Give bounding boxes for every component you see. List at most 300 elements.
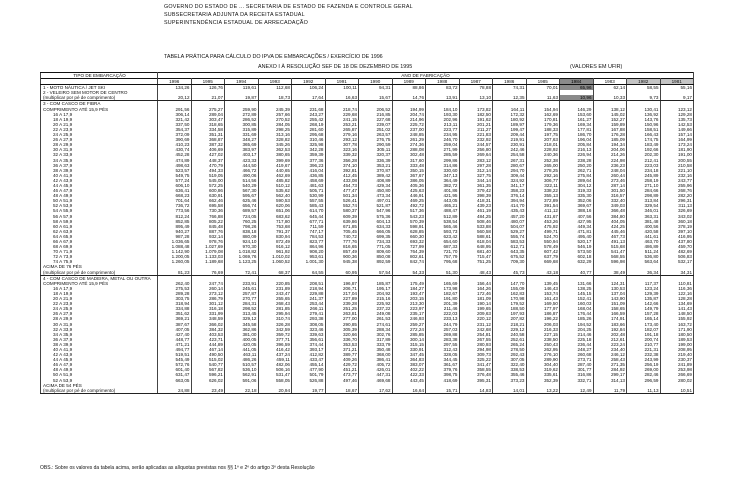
value-cell: 149,66	[660, 127, 694, 132]
value-cell: 285,59	[426, 152, 460, 157]
value-cell: 1.010,02	[258, 254, 292, 259]
value-cell: 246,70	[426, 137, 460, 142]
value-cell: 272,89	[225, 112, 259, 117]
value-cell: 857,49	[325, 249, 359, 254]
value-cell: 197,75	[526, 132, 560, 137]
value-cell: 183,66	[593, 322, 627, 327]
value-cell: 182,07	[627, 327, 661, 332]
value-cell: 536,80	[627, 254, 661, 259]
value-cell: 1.260,05	[158, 259, 192, 264]
value-cell: 194,34	[593, 142, 627, 147]
value-cell: 255,96	[660, 183, 694, 188]
value-cell: 231,12	[459, 322, 493, 327]
value-cell: 429,34	[359, 183, 393, 188]
value-cell: 217,04	[325, 291, 359, 296]
value-cell: 515,68	[593, 244, 627, 249]
value-cell: 668,23	[158, 193, 192, 198]
value-cell: 437,24	[258, 352, 292, 357]
value-cell: 609,39	[325, 214, 359, 219]
document-subtitle: TABELA PRÁTICA PARA CÁLCULO DO IPVA DE EMBARCAÇÕES / EXERCÍCIO DE 1996	[164, 54, 383, 60]
value-cell: 256,80	[459, 147, 493, 152]
value-cell: 344,14	[459, 178, 493, 183]
value-cell: 547,96	[359, 208, 393, 213]
value-cell: 473,77	[325, 372, 359, 377]
value-cell: 777,76	[325, 239, 359, 244]
value-cell: 243,27	[292, 112, 326, 117]
value-cell: 526,41	[325, 198, 359, 203]
value-cell: 284,66	[627, 188, 661, 193]
value-cell: 405,36	[392, 183, 426, 188]
value-cell: 167,88	[593, 127, 627, 132]
value-cell: 315,15	[392, 342, 426, 347]
value-cell: 74,31	[493, 85, 527, 91]
value-cell: 575,36	[359, 214, 393, 219]
value-cell: 924,10	[225, 239, 259, 244]
value-cell: 481,63	[292, 183, 326, 188]
value-cell: 583,53	[493, 239, 527, 244]
value-cell: 850,08	[359, 254, 393, 259]
value-cell: 207,82	[493, 316, 527, 321]
year-header: 1994	[225, 79, 259, 85]
value-cell: 381,00	[225, 332, 259, 337]
value-cell: 269,88	[426, 332, 460, 337]
value-cell: 233,13	[426, 316, 460, 321]
value-cell: 309,73	[459, 352, 493, 357]
value-cell: 169,50	[526, 301, 560, 306]
value-cell: 540,29	[225, 183, 259, 188]
value-cell: 970,30	[225, 244, 259, 249]
value-cell: 152,41	[560, 296, 594, 301]
value-cell: 543,23	[392, 214, 426, 219]
value-cell: 519,51	[158, 352, 192, 357]
value-cell: 298,89	[627, 193, 661, 198]
value-cell: 258,43	[593, 357, 627, 362]
value-cell: 225,92	[359, 301, 393, 306]
value-cell: 307,05	[493, 357, 527, 362]
value-cell: 740,72	[325, 234, 359, 239]
value-cell: 19,77	[292, 388, 326, 394]
value-cell: 294,98	[459, 347, 493, 352]
value-cell: 306,77	[526, 178, 560, 183]
value-cell: 152,27	[593, 117, 627, 122]
row-label: ACIMA DE 76 PÉS	[41, 264, 158, 269]
value-cell: 116,36	[660, 286, 694, 291]
value-cell: 474,89	[158, 158, 192, 163]
value-cell: 410,23	[158, 142, 192, 147]
value-cell: 433,08	[325, 178, 359, 183]
value-cell: 486,26	[225, 357, 259, 362]
value-cell: 332,71	[560, 378, 594, 383]
value-cell: 261,29	[392, 137, 426, 142]
value-cell: 403,17	[225, 152, 259, 157]
value-cell: 212,61	[593, 337, 627, 342]
value-cell: 766,88	[191, 214, 225, 219]
value-cell: 552,74	[325, 203, 359, 208]
value-cell: 549,75	[158, 173, 192, 178]
value-cell: 247,74	[191, 281, 225, 286]
value-cell: 180,50	[660, 332, 694, 337]
value-cell: 195,17	[359, 286, 393, 291]
value-cell: 138,25	[560, 286, 594, 291]
value-cell: 1.123,25	[225, 259, 259, 264]
value-cell: 220,85	[258, 281, 292, 286]
value-cell: 204,06	[593, 147, 627, 152]
value-cell: 284,05	[258, 122, 292, 127]
value-cell: 371,21	[325, 347, 359, 352]
value-cell: 45,73	[493, 270, 527, 276]
value-cell: 310,74	[258, 316, 292, 321]
value-cell: 612,71	[493, 244, 527, 249]
value-cell: 302,76	[359, 332, 393, 337]
value-cell: 282,20	[660, 193, 694, 198]
value-cell: 362,86	[225, 327, 259, 332]
value-cell: 213,30	[392, 301, 426, 306]
value-cell: 254,58	[493, 152, 527, 157]
value-cell: 262,95	[526, 347, 560, 352]
value-cell: 299,86	[426, 158, 460, 163]
value-cell: 194,52	[560, 322, 594, 327]
value-cell: 497,46	[325, 378, 359, 383]
row-label: COMPRIMENTO ATÉ 15,9 PÉS	[41, 281, 158, 286]
value-cell: 711,59	[292, 224, 326, 229]
value-cell: 418,31	[459, 198, 493, 203]
value-cell: 244,57	[459, 142, 493, 147]
value-cell: 405,72	[359, 362, 393, 367]
header-line-1: GOVERNO DO ESTADO DE ... SECRETARIA DE ESTADO DE FAZENDA E CONTROLE GERAL	[164, 4, 413, 10]
value-cell: 16,64	[392, 388, 426, 394]
value-cell: 1.079,08	[191, 249, 225, 254]
value-cell: 506,16	[258, 367, 292, 372]
value-cell: 131,66	[560, 281, 594, 286]
value-cell: 467,14	[191, 347, 225, 352]
value-cell: 301,50	[593, 188, 627, 193]
value-cell: 536,10	[225, 367, 259, 372]
value-cell: 416,04	[292, 168, 326, 173]
value-cell: 279,41	[292, 311, 326, 316]
value-cell: 301,77	[560, 367, 594, 372]
row-label: ACIMA DE 54 PÉS	[41, 383, 158, 388]
value-cell: 358,23	[493, 188, 527, 193]
value-cell: 386,41	[359, 357, 393, 362]
value-cell: 654,60	[426, 239, 460, 244]
value-cell: 409,26	[325, 357, 359, 362]
value-cell: 773,56	[158, 208, 192, 213]
value-cell: 265,00	[526, 163, 560, 168]
value-cell: 908,20	[292, 249, 326, 254]
value-cell: 212,41	[627, 158, 661, 163]
value-cell: 320,37	[359, 152, 393, 157]
value-cell: 595,67	[225, 193, 259, 198]
value-cell: 275,53	[158, 286, 192, 291]
value-cell: 338,22	[526, 188, 560, 193]
value-cell: 517,36	[392, 208, 426, 213]
value-cell: 651,06	[258, 208, 292, 213]
value-cell: 245,39	[258, 107, 292, 112]
value-cell: 631,47	[158, 372, 192, 377]
value-cell: 339,32	[325, 152, 359, 157]
value-cell: 309,44	[493, 173, 527, 178]
value-cell: 366,02	[191, 322, 225, 327]
row-label: 22 A 23,9	[41, 127, 158, 132]
value-cell: 269,00	[627, 367, 661, 372]
value-cell: 253,44	[292, 301, 326, 306]
value-cell: 747,17	[292, 229, 326, 234]
value-cell: 189,53	[660, 337, 694, 342]
value-cell: 560,58	[459, 229, 493, 234]
value-cell: 260,68	[560, 352, 594, 357]
value-cell: 353,53	[325, 342, 359, 347]
value-cell: 281,85	[258, 306, 292, 311]
value-cell: 241,15	[325, 117, 359, 122]
value-cell: 146,43	[526, 286, 560, 291]
value-cell: 159,89	[593, 122, 627, 127]
value-cell: 407,05	[158, 327, 192, 332]
value-cell: 206,52	[359, 107, 393, 112]
value-cell: 381,48	[627, 219, 661, 224]
value-cell: 267,31	[493, 158, 527, 163]
value-cell: 179,36	[526, 122, 560, 127]
value-cell: 398,39	[459, 193, 493, 198]
value-cell: 451,21	[325, 367, 359, 372]
value-cell: 193,47	[392, 291, 426, 296]
value-cell: 332,40	[593, 198, 627, 203]
value-cell: 531,47	[258, 372, 292, 377]
value-cell: 305,11	[359, 147, 393, 152]
value-cell: 447,31	[359, 372, 393, 377]
value-cell: 222,03	[426, 311, 460, 316]
value-cell: 94,31	[359, 85, 393, 91]
row-label: 22 A 23,9	[41, 301, 158, 306]
value-cell: 461,19	[459, 208, 493, 213]
header-line-3: SUPERINTENDÊNCIA ESTADUAL DE ARRECADAÇÃO	[164, 20, 308, 26]
value-cell: 330,60	[426, 168, 460, 173]
value-cell: 295,94	[258, 311, 292, 316]
value-cell: 251,25	[325, 306, 359, 311]
year-header: 1984	[560, 79, 594, 85]
value-cell: 151,09	[593, 301, 627, 306]
value-cell: 14,76	[392, 95, 426, 101]
value-cell: 330,91	[392, 347, 426, 352]
value-cell: 81,23	[158, 270, 192, 276]
value-cell: 361,35	[459, 183, 493, 188]
value-cell: 311,13	[660, 203, 694, 208]
value-cell: 596,98	[593, 259, 627, 264]
value-cell: 229,88	[292, 291, 326, 296]
value-cell: 274,61	[359, 322, 393, 327]
value-cell: 396,23	[292, 163, 326, 168]
value-cell: 377,71	[258, 337, 292, 342]
value-cell: 200,55	[660, 158, 694, 163]
value-cell: 425,63	[392, 188, 426, 193]
row-label: 28 A 29,9	[41, 316, 158, 321]
value-cell: 389,42	[359, 173, 393, 178]
value-cell: 795,68	[426, 259, 460, 264]
value-cell: 142,66	[627, 301, 661, 306]
value-cell: 262,40	[158, 281, 192, 286]
value-cell: 757,79	[426, 254, 460, 259]
value-cell: 11,13	[627, 388, 661, 394]
value-cell: 420,05	[225, 342, 259, 347]
value-cell: 540,77	[191, 362, 225, 367]
value-cell: 1.060,52	[258, 259, 292, 264]
value-cell: 14,01	[493, 388, 527, 394]
value-cell: 335,30	[560, 193, 594, 198]
value-cell: 157,14	[660, 132, 694, 137]
value-cell: 244,79	[426, 322, 460, 327]
value-cell: 13,22	[526, 388, 560, 394]
value-cell: 1.133,03	[191, 254, 225, 259]
value-cell: 535,62	[258, 188, 292, 193]
value-cell: 628,85	[392, 229, 426, 234]
value-cell: 182,50	[459, 112, 493, 117]
value-cell: 259,27	[392, 322, 426, 327]
value-cell: 210,58	[660, 163, 694, 168]
value-cell: 987,28	[158, 234, 192, 239]
row-label: 44 A 45,9	[41, 357, 158, 362]
value-cell: 416,95	[660, 234, 694, 239]
value-cell: 823,77	[292, 239, 326, 244]
value-cell: 625,46	[225, 198, 259, 203]
value-cell: 310,46	[292, 137, 326, 142]
value-cell: 273,46	[593, 178, 627, 183]
value-cell: 505,71	[292, 188, 326, 193]
year-header: 1989	[392, 79, 426, 85]
ipva-table	[40, 72, 694, 394]
value-cell: 208,95	[660, 347, 694, 352]
value-cell: 138,12	[593, 107, 627, 112]
value-cell: 283,38	[426, 337, 460, 342]
value-cell: 186,87	[526, 311, 560, 316]
value-cell: 266,69	[660, 372, 694, 377]
row-label: 36 A 37,9	[41, 163, 158, 168]
value-cell: 341,17	[493, 183, 527, 188]
row-label: 20 A 21,9	[41, 296, 158, 301]
value-cell: 423,71	[191, 337, 225, 342]
value-cell: 163,72	[660, 322, 694, 327]
value-cell: 390,69	[158, 137, 192, 142]
row-label: 44 A 45,9	[41, 183, 158, 188]
row-label: 30 A 31,9	[41, 147, 158, 152]
year-header: 1986	[493, 79, 527, 85]
value-cell: 666,05	[359, 229, 393, 234]
value-cell: 241,89	[660, 362, 694, 367]
row-label: 72 A 73,9	[41, 254, 158, 259]
value-cell: 495,40	[560, 234, 594, 239]
value-cell: 446,91	[392, 193, 426, 198]
value-cell: 333,48	[392, 163, 426, 168]
value-cell: 721,70	[426, 249, 460, 254]
value-cell: 180,92	[493, 117, 527, 122]
row-label: 34 A 35,9	[41, 332, 158, 337]
value-cell: 147,70	[493, 281, 527, 286]
value-cell: 380,65	[258, 152, 292, 157]
value-cell: 255,42	[292, 117, 326, 122]
value-cell: 242,46	[493, 147, 527, 152]
value-cell: 129,39	[627, 291, 661, 296]
value-cell: 1.027,69	[191, 244, 225, 249]
year-header: 1991	[325, 79, 359, 85]
value-cell: 784,53	[292, 234, 326, 239]
value-cell: 379,42	[459, 188, 493, 193]
value-cell: 590,53	[258, 198, 292, 203]
value-cell: 60,95	[325, 270, 359, 276]
row-label: 68 A 69,9	[41, 244, 158, 249]
value-cell: 1.142,90	[158, 249, 192, 254]
value-cell: 760,25	[225, 219, 259, 224]
value-cell: 17,64	[292, 95, 326, 101]
value-cell: 248,27	[560, 347, 594, 352]
value-cell: 155,09	[493, 286, 527, 291]
value-cell: 463,11	[225, 352, 259, 357]
row-label: 40 A 41,9	[41, 347, 158, 352]
value-cell: 326,69	[660, 208, 694, 213]
value-cell: 384,32	[191, 327, 225, 332]
value-cell: 199,47	[493, 127, 527, 132]
value-cell: 359,72	[258, 332, 292, 337]
value-cell: 677,71	[292, 219, 326, 224]
value-cell: 112,68	[258, 85, 292, 91]
row-label: 42 A 43,9	[41, 352, 158, 357]
value-cell: 514,56	[225, 178, 259, 183]
value-cell: 279,16	[325, 132, 359, 137]
value-cell: 20,94	[258, 388, 292, 394]
value-cell: 48,43	[459, 270, 493, 276]
value-cell: 158,51	[627, 127, 661, 132]
row-label: (multiplicar por pé de comprimento)	[41, 270, 158, 276]
value-cell: 953,61	[292, 254, 326, 259]
value-cell: 709,30	[493, 259, 527, 264]
value-cell: 538,54	[426, 219, 460, 224]
value-cell: 204,92	[359, 291, 393, 296]
value-cell: 681,40	[459, 249, 493, 254]
value-cell: 179,52	[493, 301, 527, 306]
value-cell: 298,52	[225, 306, 259, 311]
value-cell: 326,28	[258, 322, 292, 327]
value-cell: 100,11	[325, 85, 359, 91]
value-cell: 189,97	[493, 122, 527, 127]
year-header: 1981	[660, 79, 694, 85]
value-cell: 232,38	[627, 352, 661, 357]
value-cell: 202,48	[593, 332, 627, 337]
value-cell: 218,01	[526, 142, 560, 147]
row-label: 58 A 59,9	[41, 219, 158, 224]
value-cell: 204,74	[392, 112, 426, 117]
value-cell: 791,37	[258, 229, 292, 234]
value-cell: 546,19	[560, 244, 594, 249]
value-cell: 300,14	[392, 337, 426, 342]
value-cell: 374,44	[292, 342, 326, 347]
value-cell: 396,59	[258, 342, 292, 347]
value-cell: 173,40	[627, 322, 661, 327]
value-cell: 435,43	[493, 208, 527, 213]
value-cell: 705,45	[325, 229, 359, 234]
value-cell: 316,57	[593, 193, 627, 198]
value-cell: 498,63	[158, 163, 192, 168]
value-cell: 162,83	[493, 291, 527, 296]
value-cell: 270,77	[225, 296, 259, 301]
value-cell: 429,72	[325, 362, 359, 367]
value-cell: 634,33	[359, 224, 393, 229]
value-cell: 219,40	[660, 352, 694, 357]
value-cell: 68,37	[258, 270, 292, 276]
value-cell: 145,02	[593, 112, 627, 117]
value-cell: 387,32	[191, 142, 225, 147]
row-label: 36 A 37,9	[41, 337, 158, 342]
value-cell: 236,44	[560, 342, 594, 347]
value-cell: 191,80	[426, 296, 460, 301]
value-cell: 365,69	[225, 142, 259, 147]
value-cell: 557,55	[292, 198, 326, 203]
